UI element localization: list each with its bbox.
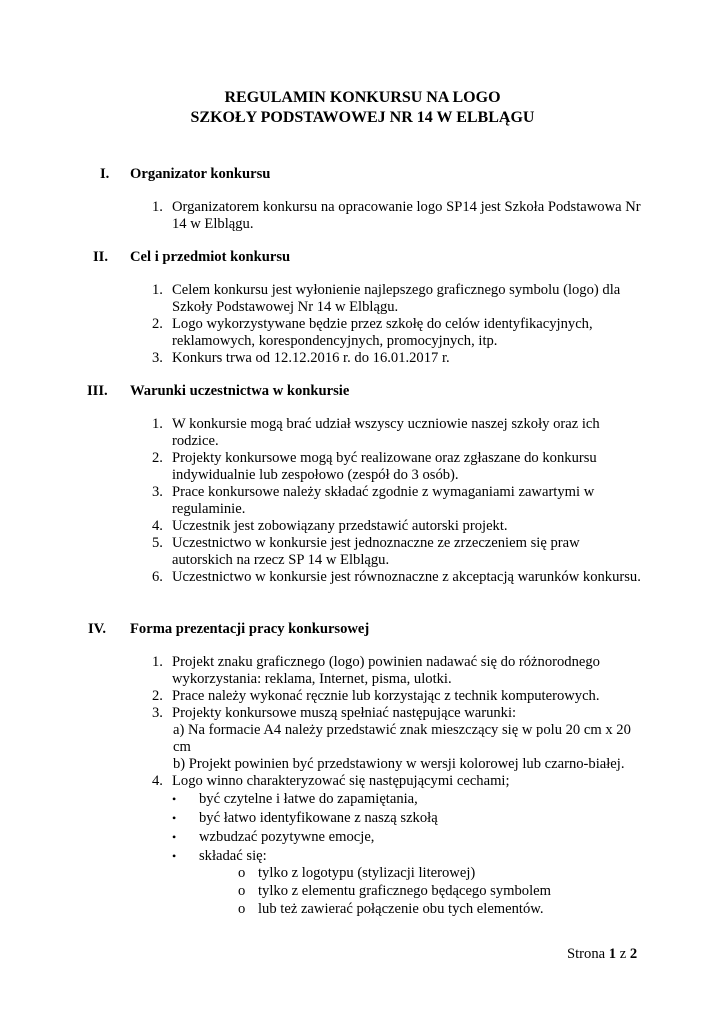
item-number: 5. [152,535,163,551]
item-number: 2. [152,450,163,466]
item-text: Projekt znaku graficznego (logo) powinien nadawać się do różnorodnego wykorzystania: reklama, Internet, pisma, ulotki. [172,654,600,687]
item-number: 3. [152,484,163,500]
section-title: Forma prezentacji pracy konkursowej [130,621,370,637]
item-number: 1. [152,199,163,215]
circle-bullet-icon: o [238,865,246,881]
section-numeral: IV. [88,621,106,637]
bullet-icon: • [172,830,177,844]
section-title: Organizator konkursu [130,166,271,182]
section-numeral: I. [100,166,110,182]
circle-bullet-icon: o [238,883,246,899]
bullet-text: wzbudzać pozytywne emocje, [199,829,375,845]
item-number: 1. [152,654,163,670]
sub-bullet-text: tylko z elementu graficznego będącego symbolem [258,883,551,899]
item-number: 3. [152,705,163,721]
item-number: 1. [152,416,163,432]
item-text: W konkursie mogą brać udział wszyscy uczniowie naszej szkoły oraz ich rodzice. [172,416,600,449]
sub-bullet-text: tylko z logotypu (stylizacji literowej) [258,865,476,881]
item-text: Konkurs trwa od 12.12.2016 r. do 16.01.2017 r. [172,350,450,366]
requirement-a: a) Na formacie A4 należy przedstawić znak mieszczący się w polu 20 cm x 20 cm [173,722,631,755]
item-text: Uczestnictwo w konkursie jest jednoznaczne ze zrzeczeniem się praw autorskich na rzecz SP 14 w Elblągu. [172,535,580,568]
item-number: 2. [152,316,163,332]
section-title: Cel i przedmiot konkursu [130,249,291,265]
document-title-line-1: REGULAMIN KONKURSU NA LOGO [224,89,501,106]
item-text: Prace konkursowe należy składać zgodnie z wymaganiami zawartymi w regulaminie. [172,484,595,517]
document-title-line-2: SZKOŁY PODSTAWOWEJ NR 14 W ELBLĄGU [190,109,535,126]
section-numeral: II. [93,249,109,265]
sub-bullet-text: lub też zawierać połączenie obu tych elementów. [258,901,544,917]
item-number: 4. [152,773,163,789]
item-number: 3. [152,350,163,366]
page-footer [567,946,637,963]
item-number: 4. [152,518,163,534]
bullet-icon: • [172,792,177,806]
item-text: Uczestnik jest zobowiązany przedstawić autorski projekt. [172,518,508,534]
bullet-icon: • [172,811,177,825]
bullet-text: być łatwo identyfikowane z naszą szkołą [199,810,438,826]
item-text: Celem konkursu jest wyłonienie najlepszego graficznego symbolu (logo) dla Szkoły Podstawowej Nr 14 w Elblągu. [172,282,621,315]
item-text: Uczestnictwo w konkursie jest równoznaczne z akceptacją warunków konkursu. [172,569,641,585]
page-total: 2 [629,946,638,962]
item-number: 2. [152,688,163,704]
item-text: Logo winno charakteryzować się następującymi cechami; [172,773,510,789]
item-text: Prace należy wykonać ręcznie lub korzystając z technik komputerowych. [172,688,600,704]
item-text: Projekty konkursowe muszą spełniać następujące warunki: [172,705,517,721]
page-number: 1 [608,946,617,962]
section-title: Warunki uczestnictwa w konkursie [130,383,350,399]
section-numeral: III. [87,383,108,399]
bullet-text: składać się: [199,848,267,864]
item-text: Projekty konkursowe mogą być realizowane oraz zgłaszane do konkursu indywidualnie lub zespołowo (zespół do 3 osób). [172,450,597,483]
requirement-b: b) Projekt powinien być przedstawiony w wersji kolorowej lub czarno-białej. [173,756,625,772]
bullet-text: być czytelne i łatwe do zapamiętania, [199,791,418,807]
item-text: Logo wykorzystywane będzie przez szkołę do celów identyfikacyjnych, reklamowych, korespondencyjnych, promocyjnych, itp. [172,316,593,349]
circle-bullet-icon: o [238,901,246,917]
item-text: Organizatorem konkursu na opracowanie logo SP14 jest Szkoła Podstawowa Nr 14 w Elblągu. [172,199,641,232]
page-label: Strona [567,946,606,962]
page-of: z [619,946,627,962]
bullet-icon: • [172,849,177,863]
item-number: 6. [152,569,163,585]
item-number: 1. [152,282,163,298]
